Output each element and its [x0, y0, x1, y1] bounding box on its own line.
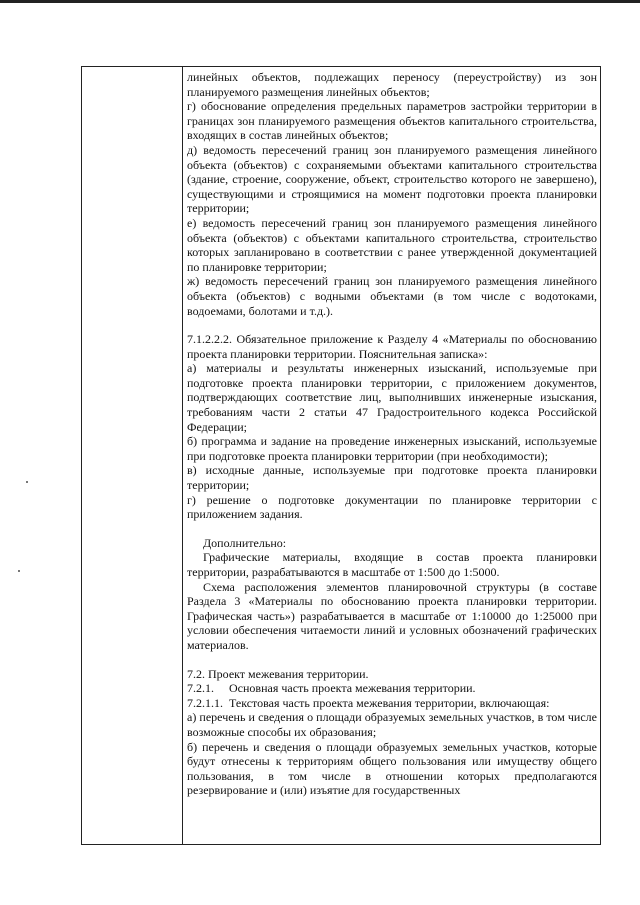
scan-speck: [26, 481, 28, 483]
subsection-7-2-1-1: 7.2.1.1. Текстовая часть проекта межевания территории, включающая:: [187, 695, 550, 710]
list-item-a: а) материалы и результаты инженерных изысканий, используемые при подготовке проекта планировки территории, с приложением документов, подтверждающих соответствие лиц, выполнивших инженерные изыскания, требованиям части 2 статьи 47 Градостроительного кодекса Российской Федерации;: [187, 361, 597, 434]
list-item-v: в) исходные данные, используемые при подготовке проекта планировки территории;: [187, 463, 597, 493]
list-item-d: д) ведомость пересечений границ зон планируемого размещения линейного объекта (объектов) с сохраняемыми объектами капитального строительства (здание, строение, сооружение, объект, строительство которого не завершено), существующими и строящимися на момент подготовки проекта планировки территории;: [187, 142, 597, 216]
list-item-g: г) обоснование определения предельных параметров застройки территории в границах зон планируемого размещения объектов капитального строительства, входящих в состав линейных объектов;: [187, 99, 597, 143]
list-item-g-2: г) решение о подготовке документации по планировке территории с приложением задания.: [187, 492, 597, 522]
list-item-zh: ж) ведомость пересечений границ зон планируемого размещения линейного объекта (объектов) с водными объектами (в том числе с водотоками, водоемами, болотами и т.д.).: [187, 274, 597, 318]
table-content-column: [187, 70, 597, 798]
table-left-column: [82, 67, 183, 844]
page-top-edge: [0, 0, 640, 3]
list-item-b-2: б) перечень и сведения о площади образуемых земельных участков, которые будут отнесены к территориям общего пользования или имуществу общего пользования, в том числе в отношении которых предполагаются резервирование и (или) изъятие для государственных: [187, 739, 597, 798]
list-item-e: е) ведомость пересечений границ зон планируемого размещения линейного объекта (объектов) с объектами капитального строительства, строительство которых запланировано в соответствии с ранее утвержденной документацией по планировке территории;: [187, 215, 597, 274]
section-heading-7-1-2-2-2: 7.1.2.2.2. Обязательное приложение к Разделу 4 «Материалы по обоснованию проекта планировки территории. Пояснительная записка»:: [187, 332, 597, 361]
list-item-a-2: а) перечень и сведения о площади образуемых земельных участков, в том числе возможные способы их образования;: [187, 710, 597, 739]
additional-paragraph-2: Схема расположения элементов планировочной структуры (в составе Раздела 3 «Материалы по обоснованию проекта планировки территории. Графическая часть») разрабатывается в масштабе от 1:10000 до 1:25000 при условии обеспечения читаемости линий и условных обозначений графических материалов.: [187, 579, 597, 652]
scan-speck: [18, 570, 20, 572]
text-continuation: линейных объектов, подлежащих переносу (переустройству) из зон планируемого размещения линейных объектов;: [187, 70, 597, 99]
subsection-7-2-1: 7.2.1. Основная часть проекта межевания территории.: [187, 681, 476, 696]
list-item-b: б) программа и задание на проведение инженерных изысканий, используемые при подготовке проекта планировки территории (при необходимости);: [187, 434, 597, 463]
additional-paragraph-1: Графические материалы, входящие в состав проекта планировки территории, разрабатываются в масштабе от 1:500 до 1:5000.: [187, 550, 597, 579]
document-table: [81, 66, 601, 845]
section-heading-7-2: 7.2. Проект межевания территории.: [187, 666, 369, 681]
additional-label: Дополнительно:: [203, 535, 287, 550]
